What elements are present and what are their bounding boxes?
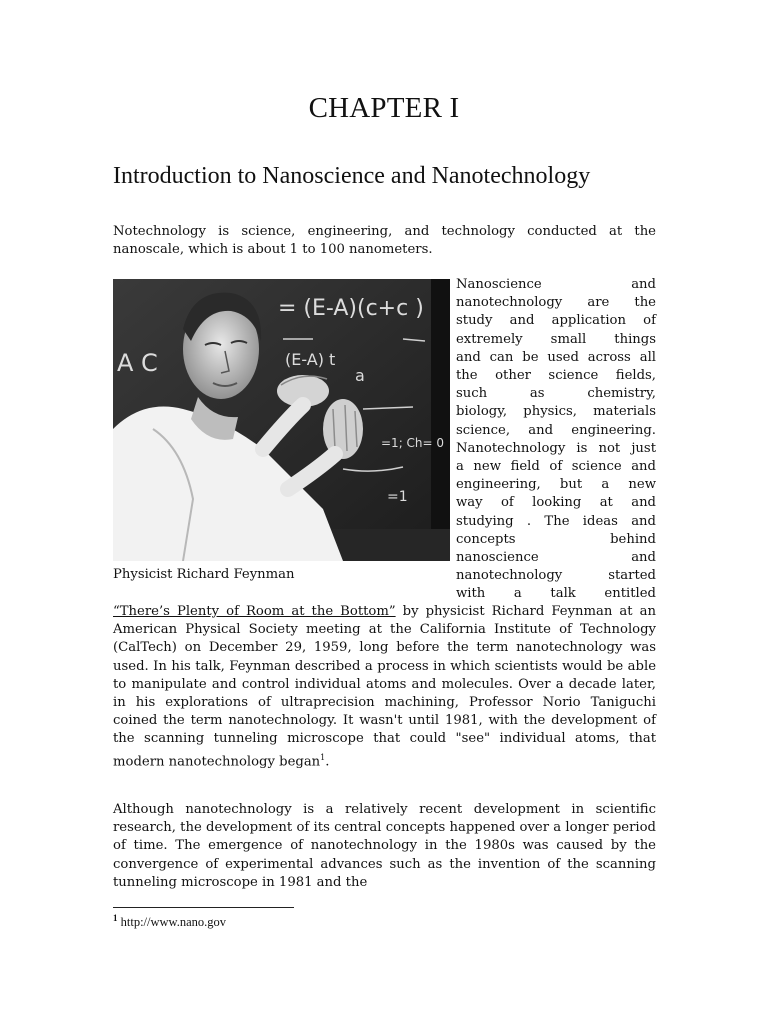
side-line: nanotechnology started xyxy=(456,568,656,584)
continuation-paragraph xyxy=(113,603,656,771)
talk-title-link[interactable]: “There’s Plenty of Room at the Bottom” xyxy=(113,604,396,619)
footnote-divider xyxy=(113,907,294,908)
side-line: nanotechnology are the xyxy=(456,295,656,311)
blackboard-equation-1: = (E-A)(c+c ) xyxy=(278,296,424,321)
feynman-photo xyxy=(113,279,450,561)
paragraph-2: Although nanotechnology is a relatively recent development in scientific research, the development of its central concepts happened over a longer period of time. The emergence of nanotechnology in the 1980s was caused by the convergence of experimental advances such as the invention of the scanning tunneling microscope in 1981 and the xyxy=(113,802,656,890)
side-line: with a talk entitled xyxy=(456,586,656,602)
footnote-url[interactable]: http://www.nano.gov xyxy=(120,915,227,930)
side-line: Nanoscience and xyxy=(456,277,656,292)
side-line: science, and engineering. xyxy=(456,422,656,438)
side-line: such as chemistry, xyxy=(456,386,656,402)
blackboard-label-a: A C xyxy=(117,349,158,377)
side-line: nanoscience and xyxy=(456,550,656,566)
footnote-number: 1 xyxy=(113,913,118,923)
side-line: the other science fields, xyxy=(456,368,656,384)
side-line: studying . The ideas and xyxy=(456,513,656,529)
side-line: engineering, but a new xyxy=(456,477,656,493)
side-line: a new field of science and xyxy=(456,459,656,475)
intro-paragraph: Notechnology is science, engineering, and technology conducted at the nanoscale, which is about 1 to 100 nanometers. xyxy=(113,224,656,258)
section-title: Introduction to Nanoscience and Nanotechnology xyxy=(113,163,591,189)
side-line: biology, physics, materials xyxy=(456,404,656,420)
blackboard-equation-2: (E-A) t xyxy=(285,350,336,369)
footnote xyxy=(113,913,226,930)
continuation-text: by physicist Richard Feynman at an American Physical Society meeting at the California Institute of Technology (CalTech) on December 29, 1959, long before the term nanotechnology was used. In his talk, Feynman described a process in which scientists would be able to manipulate and control individual atoms and molecules. Over a decade later, in his explorations of ultraprecision machining, Professor Norio Taniguchi coined the term nanotechnology. It wasn't until 1981, with the development of the scanning tunneling microscope that could "see" individual atoms, that modern nanotechnology began xyxy=(113,604,656,770)
footnote-ref[interactable]: 1 xyxy=(320,752,326,762)
side-line: way of looking at and xyxy=(456,495,656,511)
side-line: study and application of xyxy=(456,313,656,329)
side-column xyxy=(456,276,656,604)
side-line: extremely small things xyxy=(456,331,656,347)
chapter-heading: CHAPTER I xyxy=(308,92,460,124)
side-line: concepts behind xyxy=(456,531,656,547)
photo-caption: Physicist Richard Feynman xyxy=(113,567,295,582)
side-line: and can be used across all xyxy=(456,349,656,365)
continuation-end: . xyxy=(325,754,330,770)
blackboard-label-small-a: a xyxy=(355,366,365,385)
blackboard-equation-4: =1 xyxy=(387,489,408,505)
side-line: Nanotechnology is not just xyxy=(456,440,656,456)
blackboard-equation-3: =1; Ch= 0 xyxy=(381,436,445,450)
